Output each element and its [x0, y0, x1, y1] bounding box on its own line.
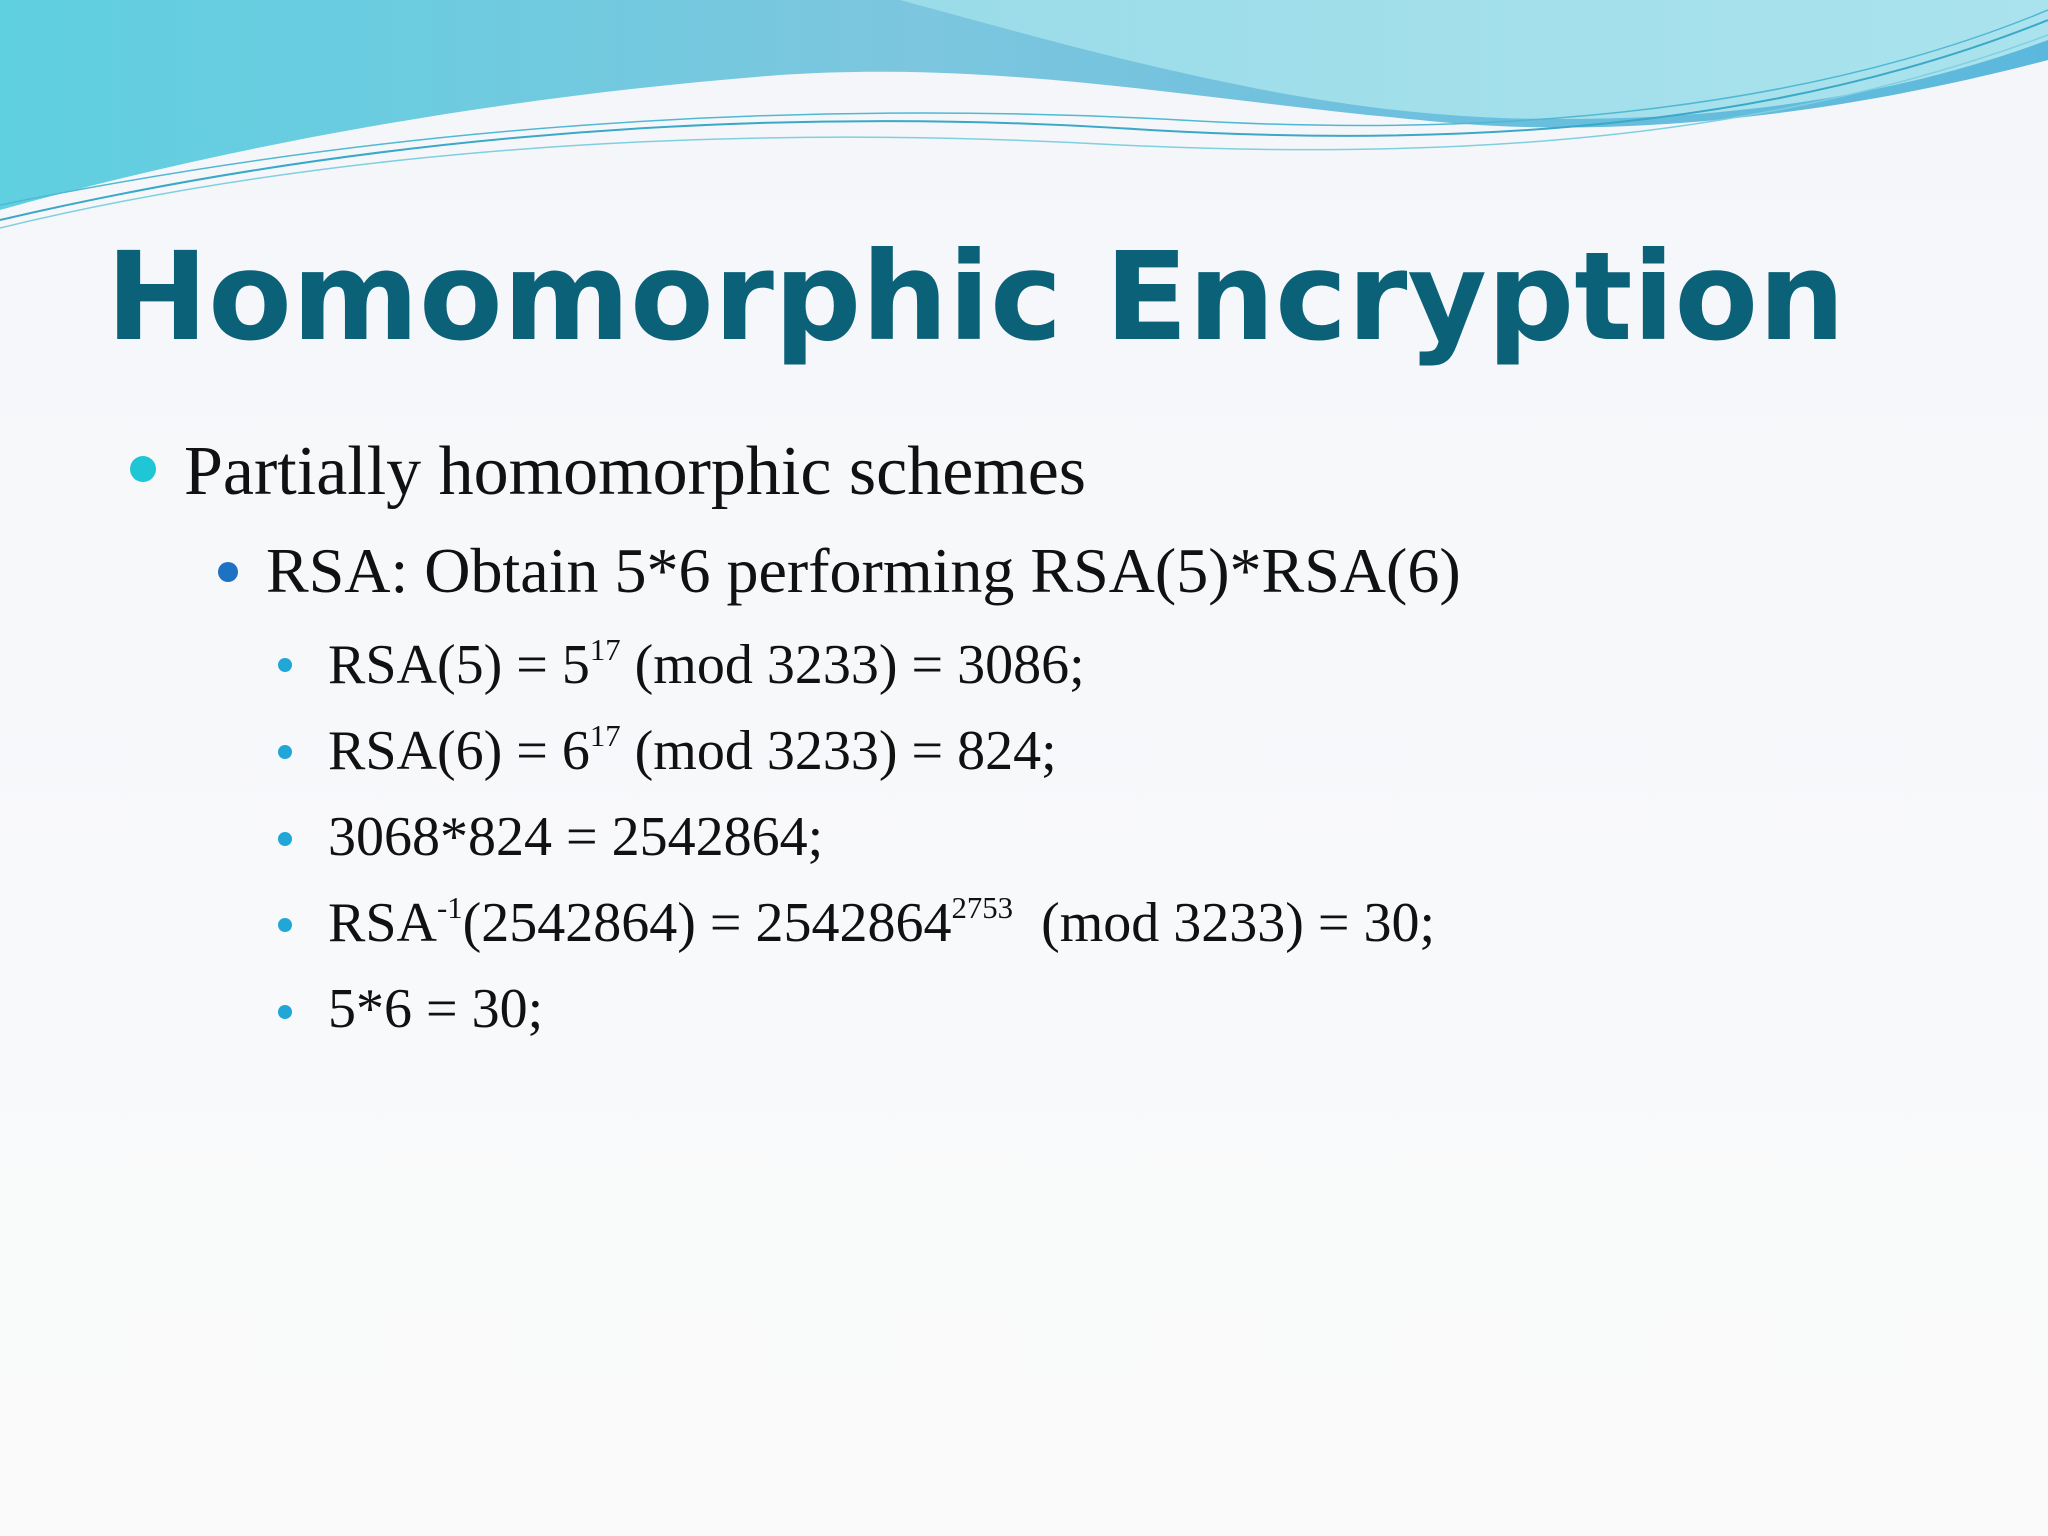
formula-part: (2542864) = 2542864 — [462, 892, 952, 954]
exponent: -1 — [436, 890, 463, 925]
formula-base: RSA(5) = 5 — [328, 634, 590, 696]
bullet-rsa-inverse — [328, 890, 1435, 956]
bullet-product — [328, 804, 823, 870]
bullet-dot-level3 — [278, 658, 292, 672]
bullet-dot-level3 — [278, 745, 292, 759]
formula-rest: (mod 3233) = 824; — [620, 720, 1057, 782]
bullet-text: 3068*824 = 2542864; — [328, 806, 824, 868]
bullet-rsa5 — [328, 632, 1085, 698]
bullet-rsa-obtain — [266, 534, 1461, 608]
bullet-text: 5*6 = 30; — [328, 978, 544, 1040]
bullet-text: Partially homomorphic schemes — [184, 433, 1087, 510]
header-wave-decoration — [0, 0, 2048, 240]
formula-part: (mod 3233) = 30; — [1013, 892, 1436, 954]
bullet-rsa6 — [328, 718, 1057, 784]
bullet-dot-level1 — [130, 456, 156, 482]
formula-part: RSA — [328, 892, 437, 954]
slide-title: Homomorphic Encryption — [106, 226, 1846, 368]
bullet-partially-homomorphic — [184, 432, 1086, 512]
exponent: 2753 — [951, 890, 1014, 925]
bullet-dot-level3 — [278, 1005, 292, 1019]
bullet-result — [328, 976, 543, 1042]
formula-base: RSA(6) = 6 — [328, 720, 590, 782]
bullet-dot-level2 — [218, 562, 238, 582]
bullet-text: RSA: Obtain 5*6 performing RSA(5)*RSA(6) — [266, 535, 1461, 606]
exponent: 17 — [589, 718, 621, 753]
bullet-dot-level3 — [278, 832, 292, 846]
bullet-dot-level3 — [278, 918, 292, 932]
formula-rest: (mod 3233) = 3086; — [620, 634, 1085, 696]
exponent: 17 — [589, 632, 621, 667]
